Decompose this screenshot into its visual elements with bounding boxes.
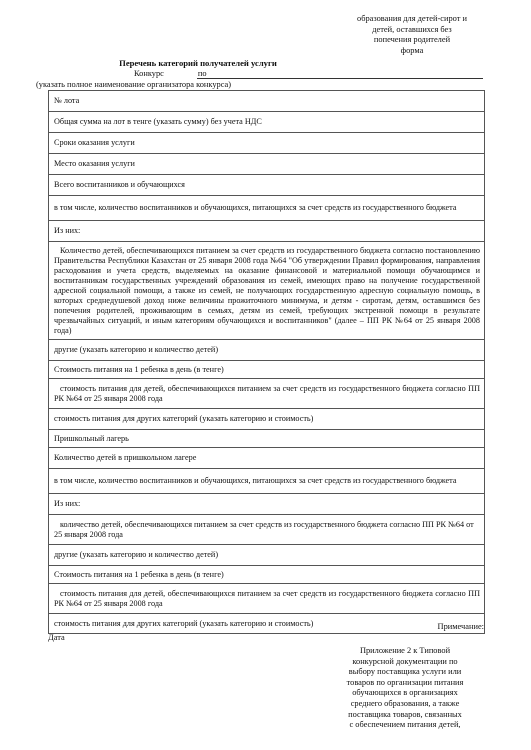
table-row	[49, 196, 485, 221]
appendix-line: среднего образования, а также	[350, 698, 460, 708]
primechanie-label: Примечание:	[437, 622, 484, 631]
table-row	[49, 340, 485, 361]
date-label: Дата	[48, 633, 65, 642]
table-cell: № лота	[49, 91, 485, 112]
konkurs-note: (указать полное наименование организатора конкурса)	[36, 80, 232, 89]
appendix-line: конкурсной документации по	[352, 656, 458, 666]
table-row	[49, 469, 485, 494]
konkurs-underline	[197, 78, 483, 79]
table-cell: другие (указать категорию и количество детей)	[49, 545, 485, 566]
table-cell: стоимость питания для других категорий (указать категорию и стоимость)	[49, 614, 485, 634]
table-cell: в том числе, количество воспитанников и обучающихся, питающихся за счет средств из государственного бюджета	[49, 469, 485, 494]
konkurs-line	[134, 69, 207, 78]
table-row	[49, 545, 485, 566]
table-cell: другие (указать категорию и количество детей)	[49, 340, 485, 361]
table-cell: Стоимость питания на 1 ребенка в день (в тенге)	[49, 566, 485, 584]
konkurs-po: по	[197, 69, 207, 78]
table-cell: Пришкольный лагерь	[49, 430, 485, 448]
table-cell: Место оказания услуги	[49, 154, 485, 175]
table-cell: стоимость питания для детей, обеспечивающихся питанием за счет средств из государственного бюджета согласно ПП РК №64 от 25 января 2008 года	[49, 379, 485, 409]
appendix-line: с обеспечением питания детей,	[349, 720, 461, 730]
table-cell: Из них:	[49, 221, 485, 242]
table-cell: Количество детей, обеспечивающихся питанием за счет средств из государственного бюджета согласно постановлению Правительства Республики Казахстан от 25 января 2008 года №64 "Об утверждении Правил формирования, направления расходования и учета средств, выделяемых на оказание финансовой и материальной помощи обучающимся и воспитанникам государственных учреждений образования из семей, имеющих право на получение государственной адресной социальной помощи, а также из семей, не получающих государственную адресную социальную помощь, в которых среднедушевой доход ниже величины прожиточного минимума, и детям - сиротам, детям, оставшимся без попечения родителей, проживающим в семьях, детям из семей, требующих экстренной помощи в результате чрезвычайных ситуаций, и иным категориям обучающихся и воспитанников" (далее – ПП РК №64 от 25 января 2008 года)	[49, 242, 485, 340]
categories-table	[48, 90, 485, 634]
table-row	[49, 566, 485, 584]
appendix-line: поставщика товаров, связанных	[348, 709, 462, 719]
table-row	[49, 379, 485, 409]
header-right-block	[322, 14, 502, 56]
table-row	[49, 154, 485, 175]
table-cell: Общая сумма на лот в тенге (указать сумму) без учета НДС	[49, 112, 485, 133]
appendix-line: выбору поставщика услуги или	[348, 667, 462, 677]
table-cell: Количество детей в пришкольном лагере	[49, 448, 485, 469]
table-cell: количество детей, обеспечивающихся питанием за счет средств из государственного бюджета согласно ПП РК №64 от 25 января 2008 года	[49, 515, 485, 545]
table-cell: стоимость питания для детей, обеспечивающихся питанием за счет средств из государственного бюджета согласно ПП РК №64 от 25 января 2008 года	[49, 584, 485, 614]
appendix-block	[330, 646, 480, 731]
table-cell: Сроки оказания услуги	[49, 133, 485, 154]
header-right-line: форма	[400, 45, 424, 55]
table-cell: Всего воспитанников и обучающихся	[49, 175, 485, 196]
table-row	[49, 409, 485, 430]
header-right-line: детей, оставшихся без	[372, 24, 452, 34]
table-row	[49, 91, 485, 112]
header-right-line: попечения родителей	[373, 35, 451, 45]
list-title: Перечень категорий получателей услуги	[119, 58, 277, 68]
table-cell: в том числе, количество воспитанников и обучающихся, питающихся за счет средств из государственного бюджета	[49, 196, 485, 221]
table-cell: Стоимость питания на 1 ребенка в день (в тенге)	[49, 361, 485, 379]
header-right-line: образования для детей-сирот и	[357, 14, 467, 23]
table-row	[49, 584, 485, 614]
appendix-line: Приложение 2 к Типовой	[359, 646, 451, 655]
table-row	[49, 361, 485, 379]
table-row	[49, 221, 485, 242]
table-row	[49, 175, 485, 196]
table-row	[49, 112, 485, 133]
table-row	[49, 242, 485, 340]
table-row	[49, 133, 485, 154]
table-cell: Из них:	[49, 494, 485, 515]
table-row	[49, 515, 485, 545]
table-cell: стоимость питания для других категорий (указать категорию и стоимость)	[49, 409, 485, 430]
table-row	[49, 430, 485, 448]
appendix-line: товаров по организации питания	[346, 677, 464, 687]
table-row	[49, 494, 485, 515]
konkurs-label: Конкурс	[134, 69, 164, 78]
table-row	[49, 448, 485, 469]
appendix-line: обучающихся в организациях	[352, 688, 458, 698]
